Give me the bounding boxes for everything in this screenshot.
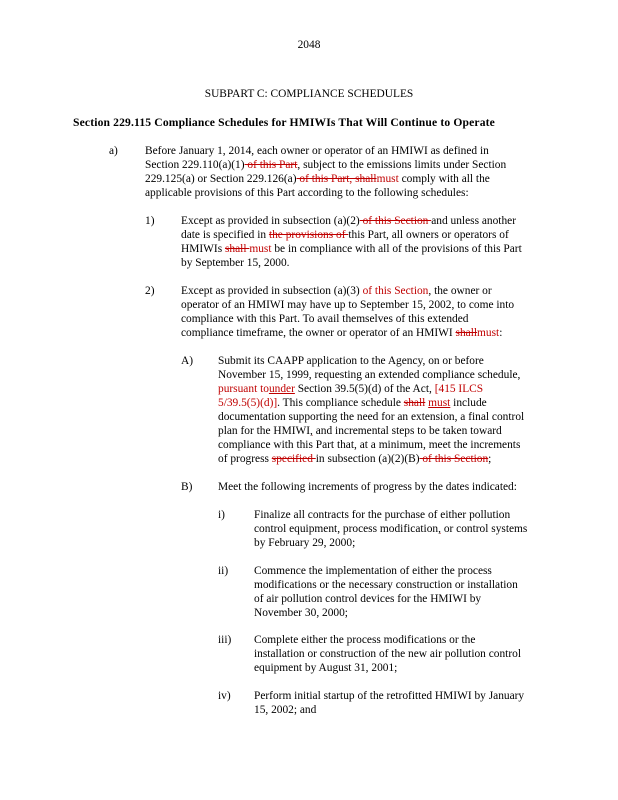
text-run: of progress — [218, 453, 272, 465]
text-run: , subject to the emissions limits under Section — [297, 159, 507, 171]
paragraph-label: i) — [218, 509, 225, 521]
text-line: 15, 2002; and — [254, 704, 317, 716]
inserted-text: must — [249, 243, 272, 255]
section-heading: Section 229.115 Compliance Schedules for HMIWIs That Will Continue to Operate — [73, 116, 495, 129]
text-line — [218, 382, 483, 396]
inserted-text: of this Section — [359, 285, 429, 297]
inserted-text: must — [428, 397, 451, 409]
text-line: installation or construction of the new air pollution control — [254, 648, 521, 660]
text-line: by September 15, 2000. — [181, 257, 290, 269]
text-run: 229.125(a) or Section 229.126(a) — [145, 173, 297, 185]
deleted-text: the provisions of — [268, 229, 349, 241]
paragraph-label: B) — [181, 481, 193, 493]
text-line: compliance with this Part. To avail themselves of this extended — [181, 313, 469, 325]
text-run: HMIWIs — [181, 243, 225, 255]
inserted-text: [415 ILCS — [434, 383, 484, 395]
text-run: . This compliance schedule — [277, 397, 404, 409]
text-line: Meet the following increments of progress by the dates indicated: — [218, 481, 517, 493]
deleted-text: shall — [455, 327, 478, 339]
deleted-text: shall — [224, 243, 250, 255]
text-run: in subsection (a)(2)(B) — [315, 453, 420, 465]
text-line — [254, 522, 527, 536]
text-run: Section 39.5(5)(d) of the Act, — [294, 383, 435, 395]
text-line: of air pollution control devices for the HMIWI by — [254, 593, 482, 605]
paragraph-label: ii) — [218, 565, 229, 577]
text-line: modifications or the necessary construction or installation — [254, 579, 518, 591]
text-run: ; — [488, 453, 492, 465]
inserted-text: , — [438, 523, 441, 535]
deleted-text: specified — [271, 453, 316, 465]
text-run: or control systems — [440, 523, 528, 535]
text-run: plan for the HMIWI — [218, 425, 311, 437]
paragraph-label: iii) — [218, 634, 232, 646]
text-run: and incremental steps to be taken toward — [312, 425, 502, 437]
text-line: November 15, 1999, requesting an extended compliance schedule, — [218, 369, 521, 381]
text-line: November 30, 2000; — [254, 607, 348, 619]
paragraph-label: iv) — [218, 690, 231, 702]
deleted-text: of this Part — [244, 159, 298, 171]
text-run: control equipment, process modification — [254, 523, 439, 535]
text-run: comply with all the — [398, 173, 490, 185]
text-line: applicable provisions of this Part according to the following schedules: — [145, 187, 469, 199]
text-run: be in compliance with all of the provisions of this Part — [271, 243, 522, 255]
paragraph-label: 2) — [145, 285, 155, 297]
inserted-text: pursuant to — [218, 383, 269, 395]
paragraph-label: A) — [181, 355, 194, 367]
text-line — [181, 242, 522, 256]
text-line — [181, 214, 516, 228]
inserted-text: 5/39.5(5)(d)] — [218, 397, 278, 409]
text-line — [145, 172, 490, 186]
text-run: : — [499, 327, 503, 339]
text-line: Before January 1, 2014, each owner or operator of an HMIWI as defined in — [145, 145, 489, 157]
text-run: Section 229.110(a)(1) — [145, 159, 245, 171]
paragraph-label: a) — [109, 145, 118, 157]
inserted-text: , — [310, 425, 313, 437]
text-line — [181, 326, 502, 340]
text-line: Complete either the process modifications or the — [254, 634, 476, 646]
text-line: equipment by August 31, 2001; — [254, 662, 398, 674]
text-run: and unless another — [431, 215, 517, 227]
text-line: compliance with this Part that, at a minimum, meet the increments — [218, 439, 521, 451]
inserted-text: must — [376, 173, 399, 185]
inserted-text: under — [268, 383, 295, 395]
text-run: , the owner or — [428, 285, 492, 297]
text-line — [218, 396, 487, 410]
text-run: this Part, all owners or operators of — [348, 229, 509, 241]
text-line: documentation supporting the need for an extension, a final control — [218, 411, 525, 423]
text-line — [218, 452, 491, 466]
text-run: include — [450, 397, 487, 409]
text-line: Finalize all contracts for the purchase of either pollution — [254, 509, 511, 521]
text-line — [218, 424, 502, 438]
text-line — [145, 158, 506, 172]
text-line: Perform initial startup of the retrofitted HMIWI by January — [254, 690, 525, 702]
subpart-title: SUBPART C: COMPLIANCE SCHEDULES — [204, 88, 414, 100]
text-run: Except as provided in subsection (a)(2) — [181, 215, 360, 227]
deleted-text: of this Section — [359, 215, 432, 227]
page-number: 2048 — [297, 39, 321, 51]
text-line: Commence the implementation of either the process — [254, 565, 492, 577]
text-line — [181, 228, 509, 242]
deleted-text: shall — [403, 397, 426, 409]
deleted-text: of this Section — [419, 453, 489, 465]
text-line — [181, 284, 492, 298]
text-line: Submit its CAAPP application to the Agency, on or before — [218, 355, 484, 367]
text-run: Except as provided in subsection (a)(3) — [181, 285, 360, 297]
text-line: operator of an HMIWI may have up to September 15, 2002, to come into — [181, 299, 515, 311]
text-run: date is specified in — [181, 229, 269, 241]
paragraph-label: 1) — [145, 215, 155, 227]
text-run: compliance timeframe, the owner or operator of an HMIWI — [181, 327, 456, 339]
text-line: by February 29, 2000; — [254, 537, 356, 549]
inserted-text: must — [477, 327, 500, 339]
deleted-text: of this Part, shall — [296, 173, 377, 185]
